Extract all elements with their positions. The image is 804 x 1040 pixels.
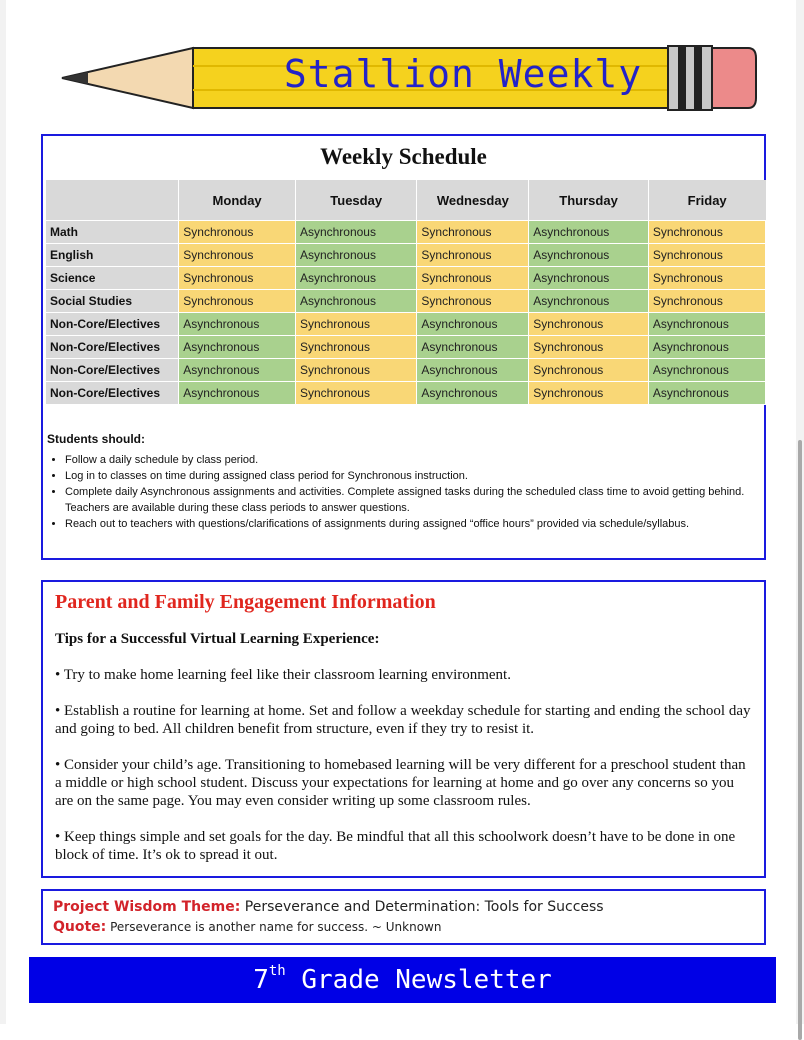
schedule-header-row bbox=[46, 180, 766, 221]
schedule-cell: Asynchronous bbox=[295, 244, 416, 267]
schedule-cell: Asynchronous bbox=[529, 290, 649, 313]
schedule-cell: Asynchronous bbox=[417, 382, 529, 405]
day-header: Tuesday bbox=[295, 180, 416, 221]
day-header: Wednesday bbox=[417, 180, 529, 221]
subject-cell: Non-Core/Electives bbox=[46, 359, 179, 382]
subject-cell: Non-Core/Electives bbox=[46, 336, 179, 359]
project-wisdom-panel bbox=[41, 889, 766, 945]
header-corner bbox=[46, 180, 179, 221]
schedule-cell: Asynchronous bbox=[648, 313, 765, 336]
list-item: • Log in to classes on time during assigned class period for Synchronous instruction. bbox=[65, 468, 762, 484]
schedule-cell: Synchronous bbox=[417, 267, 529, 290]
subject-cell: Non-Core/Electives bbox=[46, 313, 179, 336]
schedule-cell: Asynchronous bbox=[529, 267, 649, 290]
students-guidelines bbox=[47, 432, 762, 532]
wisdom-quote bbox=[53, 919, 441, 935]
schedule-title: Weekly Schedule bbox=[320, 144, 487, 169]
subject-cell: English bbox=[46, 244, 179, 267]
schedule-cell: Asynchronous bbox=[648, 359, 765, 382]
table-row bbox=[46, 382, 766, 405]
schedule-cell: Synchronous bbox=[529, 382, 649, 405]
students-list bbox=[47, 452, 762, 532]
students-heading: Students should: bbox=[47, 432, 145, 446]
schedule-cell: Synchronous bbox=[179, 290, 296, 313]
schedule-cell: Synchronous bbox=[295, 359, 416, 382]
table-row bbox=[46, 290, 766, 313]
schedule-table bbox=[45, 180, 766, 405]
schedule-cell: Synchronous bbox=[295, 313, 416, 336]
schedule-cell: Synchronous bbox=[417, 290, 529, 313]
table-row bbox=[46, 359, 766, 382]
subject-cell: Social Studies bbox=[46, 290, 179, 313]
schedule-cell: Asynchronous bbox=[179, 336, 296, 359]
schedule-cell: Synchronous bbox=[179, 244, 296, 267]
parent-engagement-panel bbox=[41, 580, 766, 878]
list-item: • Reach out to teachers with questions/clarifications of assignments during assigned “office hours” provided via schedule/syllabus. bbox=[65, 516, 762, 532]
day-header: Thursday bbox=[529, 180, 649, 221]
schedule-cell: Synchronous bbox=[648, 221, 765, 244]
schedule-cell: Synchronous bbox=[417, 244, 529, 267]
wisdom-theme-text: Perseverance and Determination: Tools for Success bbox=[240, 899, 604, 915]
table-row bbox=[46, 313, 766, 336]
grade-number: 7 bbox=[253, 965, 269, 995]
day-header: Monday bbox=[179, 180, 296, 221]
wisdom-quote-text: Perseverance is another name for success. ~ Unknown bbox=[106, 920, 442, 934]
schedule-cell: Synchronous bbox=[179, 267, 296, 290]
day-header: Friday bbox=[648, 180, 765, 221]
grade-newsletter-banner bbox=[29, 957, 776, 1003]
grade-banner-text: Grade Newsletter bbox=[285, 965, 552, 995]
wisdom-quote-label: Quote: bbox=[53, 919, 107, 935]
scrollbar-thumb[interactable] bbox=[798, 440, 802, 1040]
schedule-cell: Asynchronous bbox=[295, 221, 416, 244]
tip-item: • Establish a routine for learning at home. Set and follow a weekday schedule for starting and ending the school day and going to bed. All children benefit from structure, even if they try to resist it. bbox=[55, 703, 751, 737]
subject-cell: Non-Core/Electives bbox=[46, 382, 179, 405]
table-row bbox=[46, 221, 766, 244]
newsletter-title: Stallion Weekly bbox=[283, 52, 643, 96]
wisdom-theme-label: Project Wisdom Theme: bbox=[53, 899, 241, 915]
schedule-cell: Synchronous bbox=[529, 313, 649, 336]
page-edge-left bbox=[0, 0, 6, 1024]
schedule-cell: Asynchronous bbox=[529, 221, 649, 244]
schedule-cell: Synchronous bbox=[295, 336, 416, 359]
schedule-cell: Synchronous bbox=[529, 336, 649, 359]
parent-section-body bbox=[55, 630, 755, 882]
weekly-schedule-panel bbox=[41, 134, 766, 560]
schedule-cell: Asynchronous bbox=[179, 359, 296, 382]
tip-item: • Keep things simple and set goals for the day. Be mindful that all this schoolwork doesn’t have to be done in one block of time. It’s ok to spread it out. bbox=[55, 829, 736, 863]
schedule-cell: Asynchronous bbox=[417, 336, 529, 359]
schedule-cell: Asynchronous bbox=[179, 382, 296, 405]
schedule-cell: Asynchronous bbox=[295, 290, 416, 313]
subject-cell: Math bbox=[46, 221, 179, 244]
schedule-cell: Asynchronous bbox=[529, 244, 649, 267]
table-row bbox=[46, 336, 766, 359]
schedule-cell: Asynchronous bbox=[417, 313, 529, 336]
list-item: • Complete daily Asynchronous assignments and activities. Complete assigned tasks during the scheduled class time to avoid getting behind. Teachers are available during these class periods to answer questions. bbox=[65, 484, 762, 516]
subject-cell: Science bbox=[46, 267, 179, 290]
pencil-banner bbox=[58, 40, 758, 116]
grade-suffix: th bbox=[268, 963, 286, 979]
tip-item: • Try to make home learning feel like their classroom learning environment. bbox=[55, 667, 511, 683]
schedule-cell: Asynchronous bbox=[417, 359, 529, 382]
schedule-cell: Synchronous bbox=[529, 359, 649, 382]
schedule-cell: Asynchronous bbox=[648, 336, 765, 359]
table-row bbox=[46, 244, 766, 267]
tip-item: • Consider your child’s age. Transitioning to homebased learning will be very different for a preschool student than a middle or high school student. Discuss your expectations for learning at home and go over any concerns so you are on the same page. You may even consider writing up some classroom rules. bbox=[55, 757, 746, 809]
schedule-cell: Synchronous bbox=[648, 267, 765, 290]
schedule-cell: Synchronous bbox=[179, 221, 296, 244]
schedule-cell: Synchronous bbox=[648, 290, 765, 313]
schedule-cell: Synchronous bbox=[417, 221, 529, 244]
schedule-cell: Synchronous bbox=[295, 382, 416, 405]
schedule-cell: Synchronous bbox=[648, 244, 765, 267]
table-row bbox=[46, 267, 766, 290]
schedule-cell: Asynchronous bbox=[295, 267, 416, 290]
list-item: • Follow a daily schedule by class period. bbox=[65, 452, 762, 468]
schedule-cell: Asynchronous bbox=[179, 313, 296, 336]
tips-heading: Tips for a Successful Virtual Learning Experience: bbox=[55, 631, 380, 647]
parent-section-title: Parent and Family Engagement Information bbox=[55, 591, 436, 613]
schedule-cell: Asynchronous bbox=[648, 382, 765, 405]
wisdom-theme bbox=[53, 899, 604, 915]
